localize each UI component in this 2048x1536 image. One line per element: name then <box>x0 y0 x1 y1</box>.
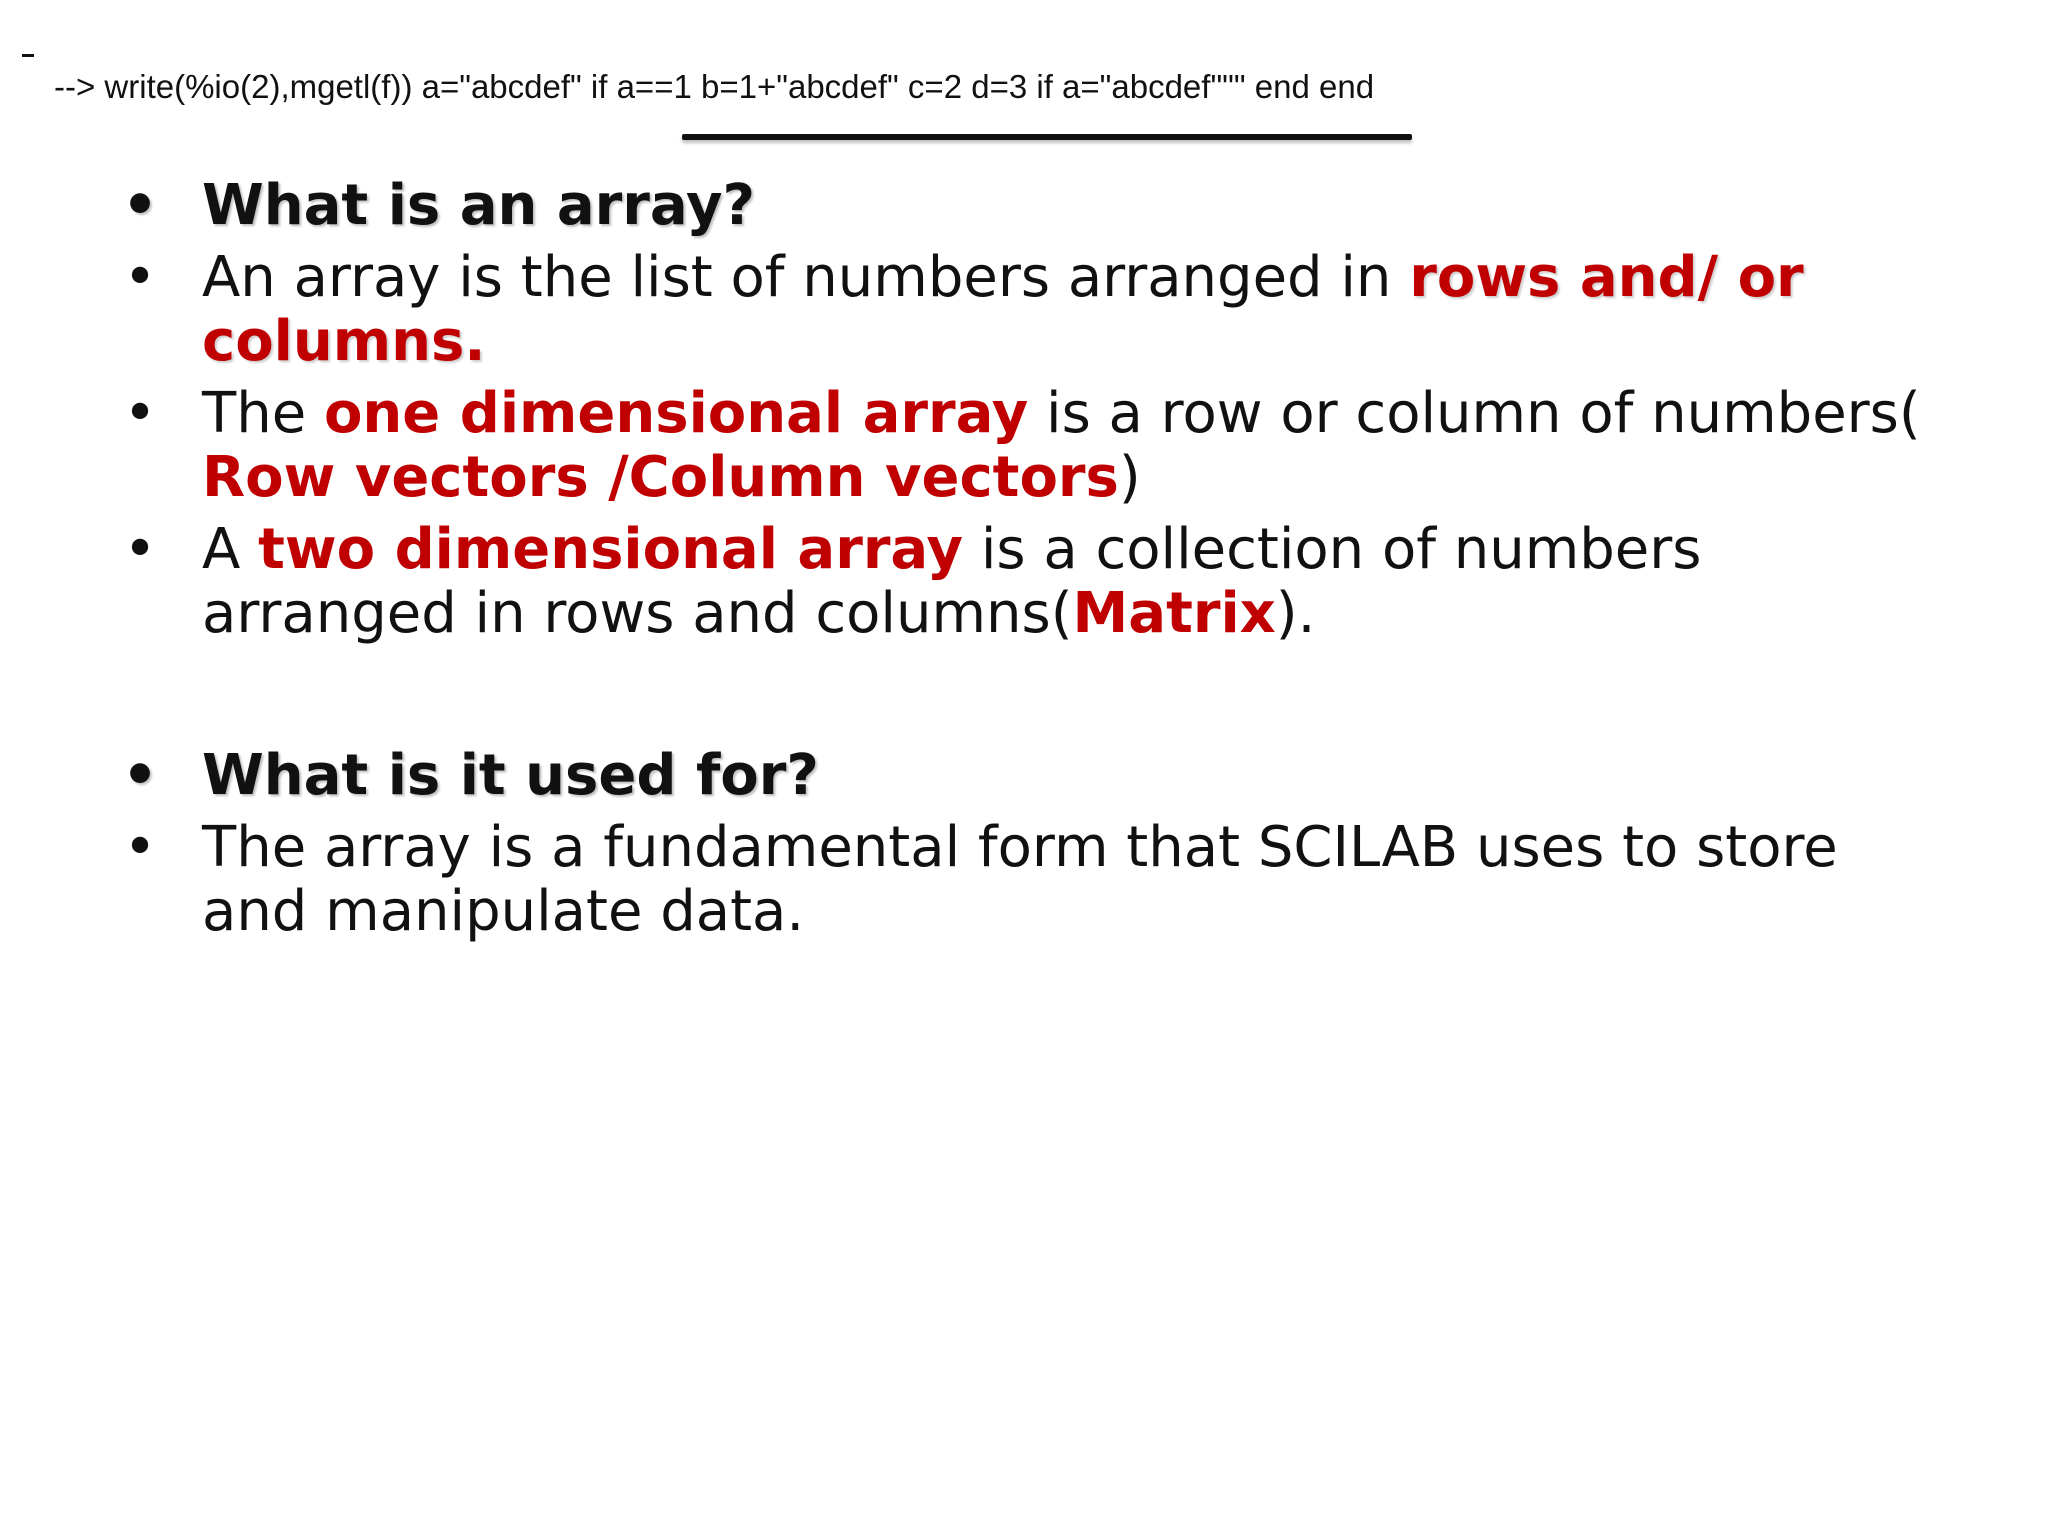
bullet-text: An array is the list of numbers arranged in <box>202 245 1410 310</box>
bullet-dot-icon: • <box>122 743 158 808</box>
title-underline-divider <box>682 134 1412 140</box>
bullet-dot-icon: • <box>123 815 157 880</box>
bullet-heading-what-is-array <box>120 174 1960 238</box>
bullet-text: The <box>202 381 324 446</box>
slide-bullet-list <box>120 174 1960 952</box>
bullet-text: The array is a fundamental form that SCILAB uses to store and manipulate data. <box>202 815 1838 944</box>
bullet-heading-text: What is it used for? <box>202 743 819 808</box>
bullet-heading-text: What is an array? <box>202 173 755 238</box>
highlight-two-dimensional-array: two dimensional array <box>258 517 964 582</box>
bullet-dot-icon: • <box>123 381 157 446</box>
console-command-text: --> write(%io(2),mgetl(f)) a="abcdef" if a==1 b=1+"abcdef" c=2 d=3 if a="abcdef""" end end <box>54 68 1375 105</box>
bullet-dot-icon: • <box>123 245 157 310</box>
bullet-item-one-dimensional <box>120 382 1960 510</box>
bullet-text: ). <box>1275 581 1316 646</box>
bullet-heading-what-used-for <box>120 744 1960 808</box>
bullet-dot-icon: • <box>123 517 157 582</box>
bullet-item-array-usage <box>120 816 1960 944</box>
bullet-text: is a row or column of numbers( <box>1028 381 1921 446</box>
highlight-row-column-vectors: Row vectors /Column vectors <box>202 445 1119 510</box>
bullet-text: is a collection of numbers arranged in rows and columns( <box>202 517 1702 646</box>
highlight-matrix: Matrix <box>1072 581 1276 646</box>
highlight-rows-columns: rows and/ or columns. <box>202 245 1804 374</box>
bullet-text: ) <box>1118 445 1141 510</box>
section-spacer <box>120 654 1960 744</box>
bullet-text: A <box>202 517 259 582</box>
bullet-dot-icon: • <box>122 173 158 238</box>
highlight-one-dimensional-array: one dimensional array <box>323 381 1029 446</box>
bullet-item-array-definition <box>120 246 1960 374</box>
bullet-item-two-dimensional <box>120 518 1960 646</box>
corner-mark <box>22 54 34 57</box>
